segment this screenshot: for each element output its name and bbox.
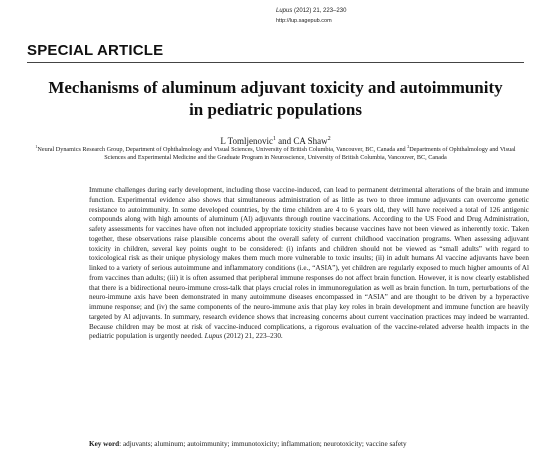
article-title <box>27 77 524 121</box>
keywords-label: Key word <box>89 440 120 448</box>
affiliation-1: Neural Dynamics Research Group, Department of Ophthalmology and Visual Sciences, University of British Columbia, Vancouver, BC, Canada and <box>37 146 408 153</box>
abstract-text: Immune challenges during early development, including those vaccine-induced, can lead to permanent detrimental alterations of the brain and immune function. Experimental evidence also shows that simultaneous administration of as little as two to three immune adjuvants can overcome genetic resistance to autoimmunity. In some developed countries, by the time children are 4 to 6 years old, they will have received a total of 126 antigenic compounds along with high amounts of aluminum (Al) adjuvants through routine vaccinations. According to the US Food and Drug Administration, safety assessments for vaccines have often not included appropriate toxicity studies because vaccines have not been viewed as inherently toxic. Taken together, these observations raise plausible concerns about the overall safety of current childhood vaccination programs. When assessing adjuvant toxicity in children, several key points ought to be considered: (i) infants and children should not be viewed as “small adults” with regard to toxicological risk as their unique physiology makes them much more vulnerable to toxic insults; (ii) in adult humans Al vaccine adjuvants have been linked to a variety of serious autoimmune and inflammatory conditions (i.e., “ASIA”), yet children are regularly exposed to much higher amounts of Al from vaccines than adults; (iii) it is often assumed that peripheral immune responses do not affect brain function. However, it is now clearly established that there is a bidirectional neuro-immune cross-talk that plays crucial roles in immunoregulation as well as brain function. In turn, perturbations of the neuro-immune axis have been demonstrated in many autoimmune diseases encompassed in “ASIA” and are thought to be driven by a hyperactive immune response; and (iv) the same components of the neuro-immune axis that play key roles in brain development and immune function are heavily targeted by Al adjuvants. In summary, research evidence shows that increasing concerns about current vaccination practices may indeed be warranted. Because children may be most at risk of vaccine-induced complications, a rigorous evaluation of the vaccine-related adverse health impacts in the pediatric population is urgently needed. <box>89 186 529 341</box>
keywords <box>89 440 529 450</box>
affiliation-2: Departments of Ophthalmology and Visual Sciences and Experimental Medicine and the Graduate Program in Neuroscience, University of British Columbia, Vancouver, BC, Canada <box>104 146 516 161</box>
journal-reference <box>276 8 346 15</box>
section-divider <box>27 62 524 63</box>
affil-2-mark: 2 <box>407 143 410 149</box>
journal-url[interactable]: http://lup.sagepub.com <box>276 18 332 24</box>
journal-volume-pages: (2012) 21, 223–230 <box>292 8 347 14</box>
keywords-list: : adjuvants; aluminum; autoimmunity; immunotoxicity; inflammation; neurotoxicity; vaccine safety <box>119 440 407 448</box>
affil-1-mark: 1 <box>35 143 38 149</box>
abstract <box>89 186 529 342</box>
author-2: CA Shaw <box>293 136 328 146</box>
section-label: SPECIAL ARTICLE <box>27 42 164 59</box>
author-conjunction: and <box>275 136 294 146</box>
title-line-2: in pediatric populations <box>189 100 362 119</box>
citation-details: (2012) 21, 223–230. <box>222 332 283 341</box>
author-2-affil-mark: 2 <box>327 136 331 142</box>
journal-name: Lupus <box>276 8 293 14</box>
affiliations <box>27 143 524 161</box>
author-1-affil-mark: 1 <box>273 136 276 142</box>
title-line-1: Mechanisms of aluminum adjuvant toxicity and autoimmunity <box>48 78 503 97</box>
citation-journal: Lupus <box>204 332 223 341</box>
author-1: L Tomljenovic <box>220 136 273 146</box>
